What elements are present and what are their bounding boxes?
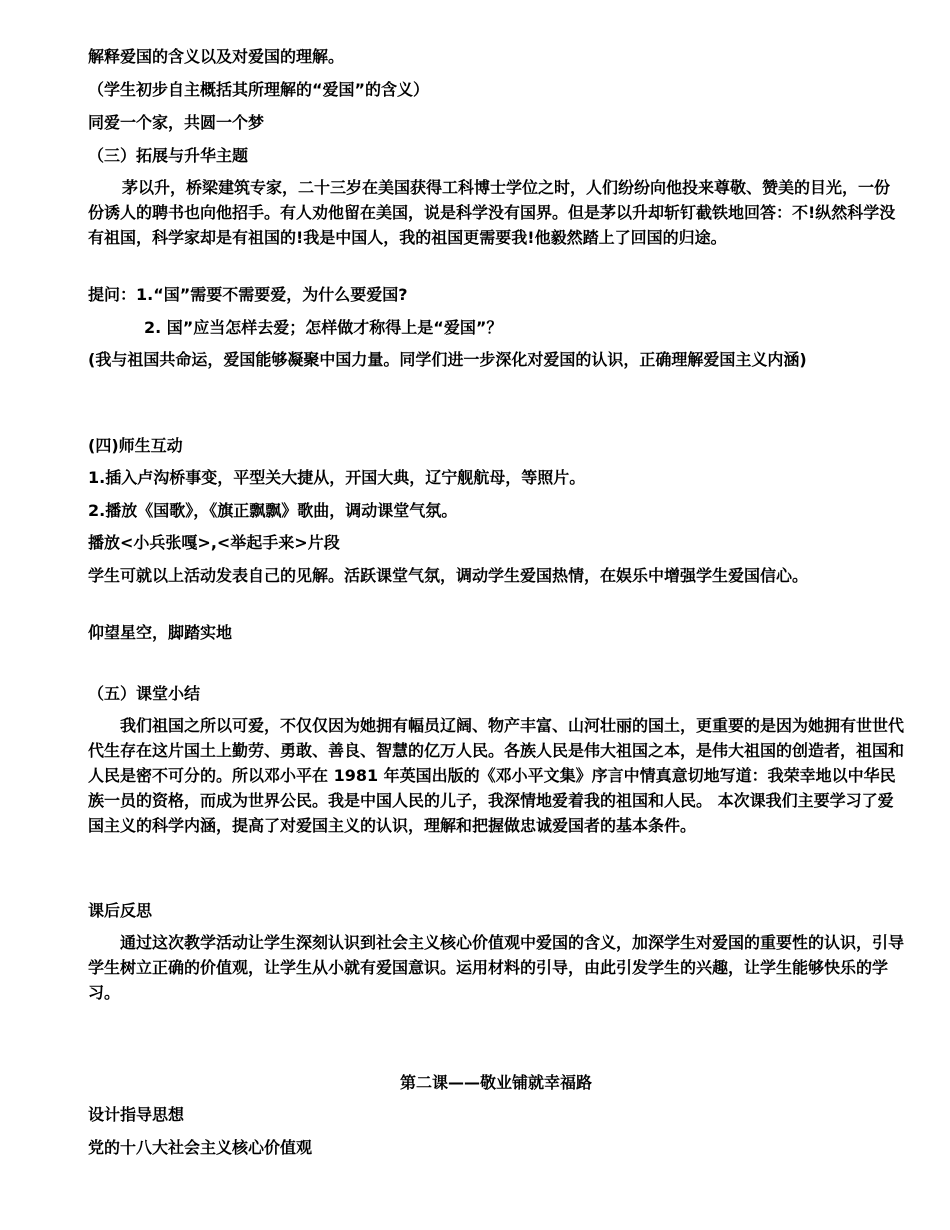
question-one: 提问：1.“国”需要不需要爱，为什么要爱国? [88,285,408,304]
activity-clips: 播放<小兵张嘎>,<举起手来>片段 [88,533,340,552]
heading-section-three: （三）拓展与升华主题 [88,146,249,165]
paragraph-summary: 我们祖国之所以可爱，不仅仅因为她拥有幅员辽阔、物产丰富、山河壮丽的国土，更重要的是因为她拥有世世代代生存在这片国土上勤劳、勇敢、善良、智慧的亿万人民。各族人民是伟大祖国之本，是伟大祖国的创造者，祖国和人民是密不可分的。所以邓小平在 1981 年英国出版的《邓小平文集》序言中情真意切地写道：我荣幸地以中华民族一员的资格，而成为世界公民。我是中国人民的儿子，我深情地爱着我的祖国和人民。 本次课我们主要学习了爱国主义的科学内涵，提高了对爱国主义的认识，理解和把握做忠诚爱国者的基本条件。 [88,716,905,835]
line-look-up-stars: 仰望星空，脚踏实地 [88,623,233,642]
line-core-values: 党的十八大社会主义核心价值观 [88,1138,313,1157]
line-student-summary: （学生初步自主概括其所理解的“爱国”的含义） [88,80,430,99]
paragraph-mao-yisheng: 茅以升，桥梁建筑专家，二十三岁在美国获得工科博士学位之时，人们纷纷向他投来尊敬、赞美的目光，一份份诱人的聘书也向他招手。有人劝他留在美国，说是科学没有国界。但是茅以升却斩钉截铁地回答：不!纵然科学没有祖国，科学家却是有祖国的!我是中国人，我的祖国更需要我!他毅然踏上了回国的归途。 [88,178,896,247]
note-common-destiny: (我与祖国共命运，爱国能够凝聚中国力量。同学们进一步深化对爱国的认识，正确理解爱国主义内涵) [88,350,807,369]
line-explain-patriotism: 解释爱国的含义以及对爱国的理解。 [88,47,345,66]
line-shared-dream: 同爱一个家，共圆一个梦 [88,113,265,132]
lesson-two-title: 第二课——敬业铺就幸福路 [399,1073,592,1092]
heading-reflection: 课后反思 [88,901,153,920]
paragraph-reflection: 通过这次教学活动让学生深刻认识到社会主义核心价值观中爱国的含义，加深学生对爱国的重要性的认识，引导学生树立正确的价值观，让学生从小就有爱国意识。运用材料的引导，由此引发学生的兴趣，让学生能够快乐的学习。 [88,933,905,1002]
heading-design-guidance: 设计指导思想 [88,1105,185,1124]
question-two: 2. 国”应当怎样去爱；怎样做才称得上是“爱国”？ [144,318,503,337]
activity-two: 2.播放《国歌》，《旗正飘飘》歌曲，调动课堂气氛。 [88,501,458,520]
activity-discussion: 学生可就以上活动发表自己的见解。活跃课堂气氛，调动学生爱国热情，在娱乐中增强学生爱国信心。 [88,566,809,585]
heading-section-five: （五）课堂小结 [88,684,201,703]
heading-section-four: (四)师生互动 [88,436,183,455]
activity-one: 1.插入卢沟桥事变，平型关大捷从，开国大典，辽宁舰航母，等照片。 [88,468,586,487]
